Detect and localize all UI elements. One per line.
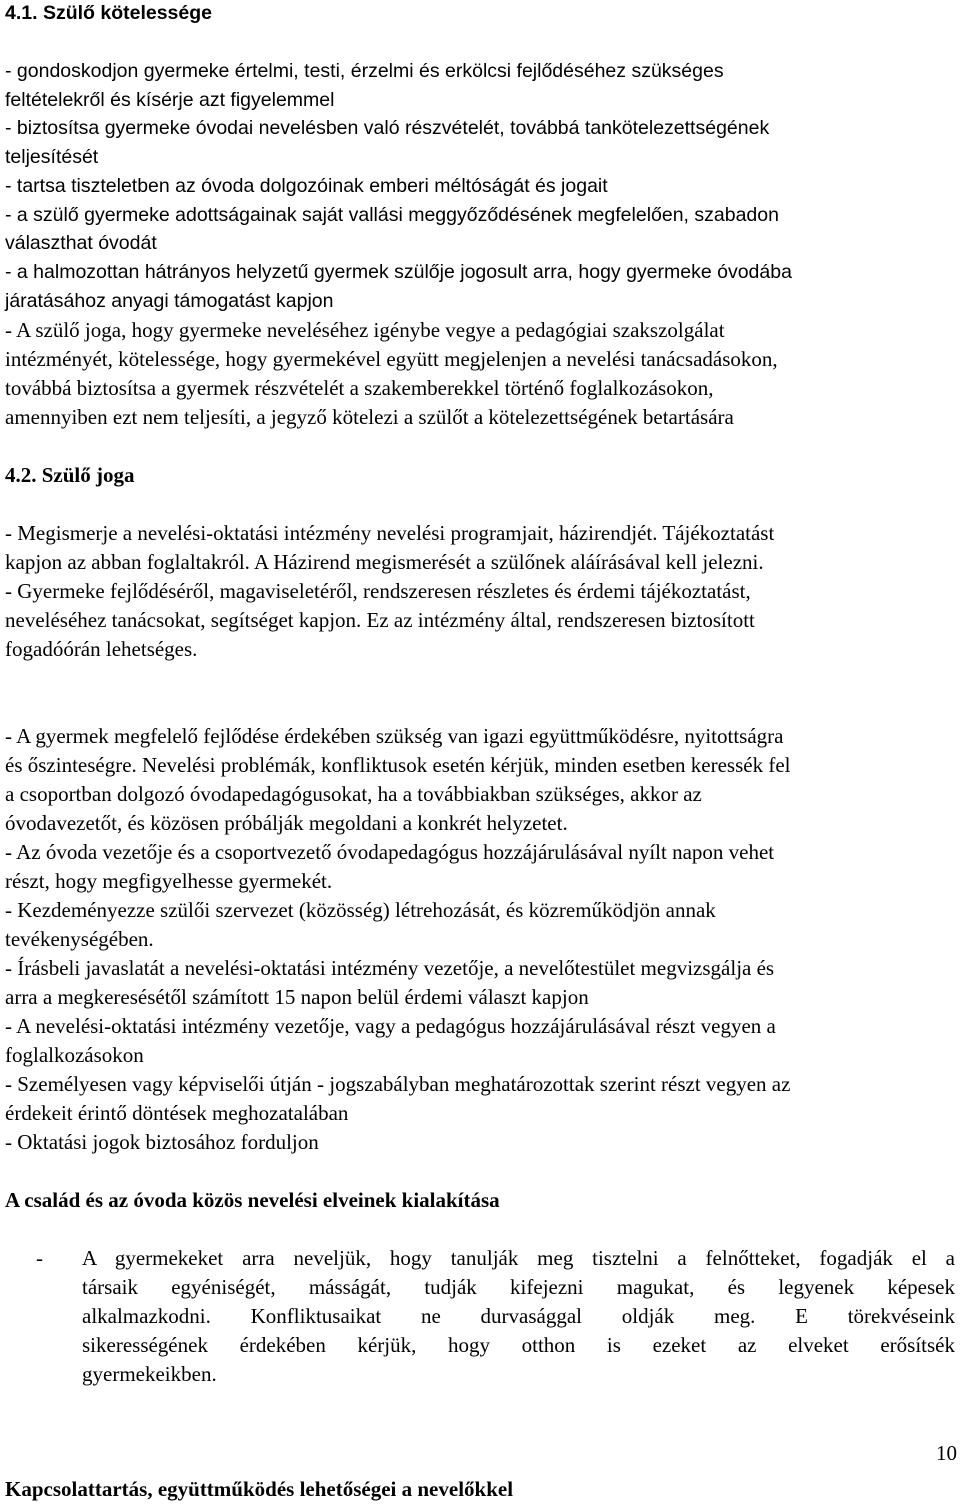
text-line: - Személyesen vagy képviselői útján - jogszabályban meghatározottak szerint részt vegyen az	[5, 1072, 791, 1096]
text-line: - A szülő joga, hogy gyermeke neveléséhez igénybe vegye a pedagógiai szakszolgálat	[5, 318, 725, 342]
text-line: - a szülő gyermeke adottságainak saját vallási meggyőződésének megfelelően, szabadon	[5, 204, 779, 226]
list-bullet: -	[36, 1246, 43, 1270]
text-line: A gyermekeket arra neveljük, hogy tanulják meg tisztelni a felnőtteket, fogadják el a	[82, 1246, 955, 1270]
text-line: gyermekeikben.	[82, 1362, 217, 1386]
text-line: részt, hogy megfigyelhesse gyermekét.	[5, 869, 333, 893]
text-line: arra a megkeresésétől számított 15 napon belül érdemi választ kapjon	[5, 985, 589, 1009]
text-line: óvodavezetőt, és közösen próbálják megoldani a konkrét helyzetet.	[5, 811, 568, 835]
text-line: kapjon az abban foglaltakról. A Házirend megismerését a szülőnek aláírásával kell jelezni.	[5, 550, 764, 574]
text-line: társaik egyéniségét, másságát, tudják kifejezni magukat, és legyenek képesek	[82, 1275, 955, 1299]
text-line: - Írásbeli javaslatát a nevelési-oktatási intézmény vezetője, a nevelőtestület megvizsgálja és	[5, 956, 775, 980]
text-line: továbbá biztosítsa a gyermek részvételét a szakemberekkel történő foglalkozásokon,	[5, 376, 714, 400]
text-line: - biztosítsa gyermeke óvodai nevelésben való részvételét, továbbá tankötelezettségének	[5, 117, 770, 139]
text-line: alkalmazkodni. Konfliktusaikat ne durvasággal oldják meg. E törekvéseink	[82, 1304, 955, 1328]
section-heading-4-1: 4.1. Szülő kötelessége	[5, 2, 213, 24]
text-line: - Kezdeményezze szülői szervezet (közösség) létrehozását, és közreműködjön annak	[5, 898, 716, 922]
text-line: - tartsa tiszteletben az óvoda dolgozóinak emberi méltóságát és jogait	[5, 175, 608, 197]
text-line: sikerességének érdekében kérjük, hogy otthon is ezeket az elveket erősítsék	[82, 1333, 955, 1357]
footer-title: Kapcsolattartás, együttműködés lehetőségei a nevelőkkel	[5, 1477, 514, 1501]
page-number: 10	[936, 1441, 957, 1465]
text-line: - Megismerje a nevelési-oktatási intézmény nevelési programjait, házirendjét. Tájékoztatást	[5, 521, 775, 545]
text-line: érdekeit érintő döntések meghozatalában	[5, 1101, 349, 1125]
text-line: neveléséhez tanácsokat, segítséget kapjon. Ez az intézmény által, rendszeresen biztosított	[5, 608, 755, 632]
text-line: és őszinteségre. Nevelési problémák, konfliktusok esetén kérjük, minden esetben keressék fel	[5, 753, 791, 777]
text-line: intézményét, kötelessége, hogy gyermekével együtt megjelenjen a nevelési tanácsadásokon,	[5, 347, 778, 371]
text-line: - Az óvoda vezetője és a csoportvezető óvodapedagógus hozzájárulásával nyílt napon vehet	[5, 840, 775, 864]
text-line: a csoportban dolgozó óvodapedagógusokat, ha a továbbiakban szükséges, akkor az	[5, 782, 702, 806]
text-line: - A nevelési-oktatási intézmény vezetője, vagy a pedagógus hozzájárulásával részt vegyen a	[5, 1014, 776, 1038]
text-line: választhat óvodát	[5, 232, 157, 254]
text-line: - Oktatási jogok biztosához forduljon	[5, 1130, 319, 1154]
text-line: amennyiben ezt nem teljesíti, a jegyző kötelezi a szülőt a kötelezettségének betartására	[5, 405, 734, 429]
text-line: tevékenységében.	[5, 927, 154, 951]
text-line: - a halmozottan hátrányos helyzetű gyermek szülője jogosult arra, hogy gyermeke óvodába	[5, 261, 792, 283]
text-line: fogadóórán lehetséges.	[5, 637, 198, 661]
text-line: foglalkozásokon	[5, 1043, 144, 1067]
text-line: - A gyermek megfelelő fejlődése érdekében szükség van igazi együttműködésre, nyitottságra	[5, 724, 784, 748]
text-line: - Gyermeke fejlődéséről, magaviseletéről, rendszeresen részletes és érdemi tájékoztatást,	[5, 579, 751, 603]
text-line: - gondoskodjon gyermeke értelmi, testi, érzelmi és erkölcsi fejlődéséhez szükséges	[5, 60, 724, 82]
text-line: feltételekről és kísérje azt figyelemmel	[5, 89, 335, 111]
text-line: teljesítését	[5, 146, 99, 168]
section-heading-common-principles: A család és az óvoda közös nevelési elveinek kialakítása	[5, 1188, 500, 1212]
section-heading-4-2: 4.2. Szülő joga	[5, 463, 135, 487]
text-line: járatásához anyagi támogatást kapjon	[5, 290, 334, 312]
